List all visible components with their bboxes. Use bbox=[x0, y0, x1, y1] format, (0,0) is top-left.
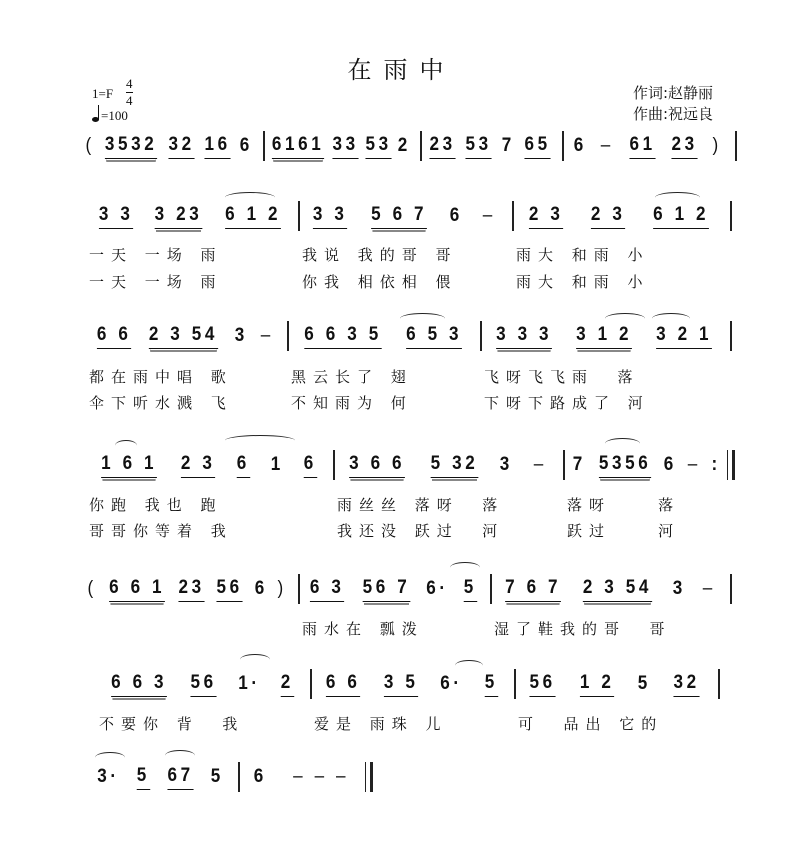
measure bbox=[82, 133, 257, 159]
lyric-line-2: 我还没 跃过 河 bbox=[337, 522, 505, 540]
note-group: 6 bbox=[304, 453, 317, 478]
note-group: 6 bbox=[237, 453, 250, 478]
note-group: 6 bbox=[663, 454, 678, 475]
measure bbox=[267, 133, 414, 159]
key-signature: 1=F bbox=[92, 86, 114, 101]
note-group: 7 bbox=[501, 135, 515, 156]
note-group: 5 bbox=[484, 672, 497, 697]
note-group: 3 2 1 bbox=[656, 324, 712, 349]
time-signature bbox=[126, 76, 133, 109]
note-group: 3 6 6 bbox=[350, 453, 406, 478]
measure bbox=[484, 323, 724, 349]
time-signature-top: 4 bbox=[126, 76, 133, 91]
measure bbox=[567, 452, 726, 478]
note-group: 65 bbox=[525, 134, 551, 159]
slur-mark bbox=[652, 313, 690, 324]
notation-symbol: – bbox=[533, 454, 547, 475]
barline bbox=[512, 201, 514, 231]
note-group: 3 bbox=[672, 578, 686, 599]
lyric-line-1: 爱是 雨珠 儿 bbox=[314, 715, 448, 733]
notation-symbol: ) bbox=[712, 135, 722, 156]
song-title: 在雨中 bbox=[347, 56, 456, 84]
barline bbox=[333, 450, 335, 480]
note-group: 32 bbox=[674, 672, 700, 697]
slur-mark bbox=[240, 654, 270, 665]
lyric-line-1: 湿了鞋我的哥 哥 bbox=[494, 620, 672, 638]
barline bbox=[718, 669, 720, 699]
note-group: 3 23 bbox=[155, 204, 203, 229]
lyric-line-2: 哥哥你等着 我 bbox=[89, 522, 233, 540]
measure bbox=[89, 203, 292, 229]
lyric-line-1: 不要你 背 我 bbox=[99, 715, 245, 733]
note-group: 3 bbox=[234, 325, 248, 346]
note-group: 7 bbox=[572, 454, 586, 475]
notation-symbol: – bbox=[702, 578, 716, 599]
lyric-line-1: 都在雨中唱 歌 bbox=[89, 368, 233, 386]
lyricist-credit: 作词:赵静丽 bbox=[633, 84, 714, 102]
note-group: 6 6 1 bbox=[109, 577, 165, 602]
barline bbox=[562, 131, 564, 161]
lyric-line-1: 雨水在 瓢泼 bbox=[302, 620, 424, 638]
note-group: 6 6 bbox=[97, 324, 132, 349]
note-group: 2 bbox=[398, 135, 412, 156]
note-group: 2 bbox=[281, 672, 294, 697]
note-group: 23 bbox=[179, 577, 205, 602]
note-group: 5 bbox=[210, 766, 224, 787]
barline bbox=[730, 574, 732, 604]
notation-symbol: ( bbox=[85, 135, 96, 156]
measure bbox=[566, 133, 729, 159]
note-group: 1 bbox=[270, 454, 284, 475]
measure bbox=[99, 671, 304, 697]
measure bbox=[302, 203, 506, 229]
barline bbox=[730, 201, 732, 231]
lyric-line-1: 落呀 落 bbox=[567, 496, 681, 514]
note-group: 56 bbox=[190, 672, 216, 697]
note-group: 6 5 3 bbox=[406, 324, 462, 349]
note-group: 23 bbox=[671, 134, 697, 159]
slur-mark bbox=[95, 752, 125, 763]
measure bbox=[424, 133, 556, 159]
note-group: 6 1 2 bbox=[225, 204, 281, 229]
lyric-line-2: 跃过 河 bbox=[567, 522, 681, 540]
measure bbox=[89, 764, 232, 790]
note-group: 3532 bbox=[105, 134, 157, 159]
note-group: 67 bbox=[167, 765, 193, 790]
measure bbox=[291, 323, 474, 349]
note-group: 6 bbox=[239, 135, 253, 156]
slur-mark bbox=[655, 192, 700, 203]
measure bbox=[242, 764, 364, 790]
measure bbox=[337, 452, 557, 478]
note-group: 2 3 bbox=[181, 453, 216, 478]
notation-symbol: ( bbox=[87, 578, 97, 599]
barline bbox=[480, 321, 482, 351]
slur-mark bbox=[455, 660, 483, 671]
barline bbox=[420, 131, 422, 161]
composer-credit: 作曲:祝远良 bbox=[633, 105, 714, 123]
note-group: 6 6 3 bbox=[111, 672, 167, 697]
barline bbox=[238, 762, 240, 792]
note-group: 6161 bbox=[272, 134, 324, 159]
slur-mark bbox=[400, 313, 445, 324]
note-group: 6 bbox=[449, 205, 463, 226]
note-group: 6 1 2 bbox=[653, 204, 709, 229]
measure bbox=[494, 576, 724, 602]
note-group: 3· bbox=[97, 766, 121, 787]
lyric-line-1: 雨大 和雨 小 bbox=[516, 246, 650, 264]
notation-symbol: – – – bbox=[293, 766, 350, 787]
note-group: 53 bbox=[366, 134, 392, 159]
lyric-line-2: 伞下听水溅 飞 bbox=[89, 394, 233, 412]
notation-symbol: ) bbox=[277, 578, 287, 599]
final-barline bbox=[732, 450, 735, 480]
lyric-line-2: 下呀下路成了 河 bbox=[484, 394, 650, 412]
note-group: 53 bbox=[466, 134, 492, 159]
note-group: 61 bbox=[629, 134, 655, 159]
slur-mark bbox=[605, 438, 640, 449]
note-group: 16 bbox=[205, 134, 231, 159]
quarter-note-icon bbox=[92, 117, 99, 122]
slur-mark bbox=[225, 435, 295, 446]
final-barline bbox=[370, 762, 373, 792]
measure bbox=[302, 576, 484, 602]
barline bbox=[563, 450, 565, 480]
note-group: 3 3 bbox=[99, 204, 134, 229]
note-group: 1 2 bbox=[580, 672, 615, 697]
tempo-marking bbox=[92, 108, 128, 124]
notation-symbol: – bbox=[261, 325, 275, 346]
measure bbox=[89, 452, 327, 478]
slur-mark bbox=[450, 562, 480, 573]
note-group: 3 3 3 bbox=[496, 324, 552, 349]
barline bbox=[735, 131, 737, 161]
note-group: 2 3 bbox=[529, 204, 564, 229]
barline bbox=[514, 669, 516, 699]
lyric-line-2: 一天 一场 雨 bbox=[89, 273, 223, 291]
notation-symbol: – bbox=[482, 205, 496, 226]
lyric-line-2: 不知雨为 何 bbox=[291, 394, 413, 412]
note-group: 5 bbox=[137, 765, 150, 790]
note-group: 2 3 54 bbox=[583, 577, 652, 602]
note-group: : bbox=[711, 454, 721, 475]
note-group: 56 bbox=[217, 577, 243, 602]
lyric-line-2: 雨大 和雨 小 bbox=[516, 273, 650, 291]
note-group: 6 6 3 5 bbox=[304, 324, 381, 349]
slur-mark bbox=[605, 313, 645, 324]
notation-symbol: – bbox=[600, 135, 614, 156]
time-signature-bottom: 4 bbox=[126, 93, 133, 108]
note-group: 6· bbox=[426, 578, 449, 599]
barline bbox=[287, 321, 289, 351]
barline bbox=[490, 574, 492, 604]
barline bbox=[730, 321, 732, 351]
note-group: 33 bbox=[333, 134, 359, 159]
note-group: 2 3 bbox=[591, 204, 626, 229]
measure bbox=[89, 323, 281, 349]
barline bbox=[263, 131, 265, 161]
slur-mark bbox=[225, 192, 275, 203]
lyric-line-1: 黑云长了 翅 bbox=[291, 368, 413, 386]
note-group: 1· bbox=[237, 673, 261, 694]
slur-mark bbox=[165, 750, 195, 761]
measure bbox=[518, 671, 712, 697]
lyric-line-1: 我说 我的哥 哥 bbox=[302, 246, 458, 264]
note-group: 5 bbox=[637, 673, 652, 694]
note-group: 5356 bbox=[598, 453, 650, 478]
note-group: 6 bbox=[254, 766, 268, 787]
measure bbox=[314, 671, 508, 697]
note-group: 56 7 bbox=[362, 577, 410, 602]
note-group: 5 32 bbox=[430, 453, 478, 478]
note-group: 2 3 54 bbox=[149, 324, 218, 349]
lyric-line-1: 飞呀飞飞雨 落 bbox=[484, 368, 640, 386]
lyric-line-1: 一天 一场 雨 bbox=[89, 246, 223, 264]
note-group: 6 3 bbox=[310, 577, 345, 602]
barline bbox=[298, 201, 300, 231]
lyric-line-1: 雨丝丝 落呀 落 bbox=[337, 496, 505, 514]
note-group: 56 bbox=[530, 672, 556, 697]
note-group: 6 bbox=[573, 135, 587, 156]
measure bbox=[82, 576, 292, 602]
note-group: 6 6 bbox=[326, 672, 361, 697]
note-group: 3 3 bbox=[313, 204, 348, 229]
note-group: 6· bbox=[440, 673, 464, 694]
lyric-line-2: 你我 相依相 偎 bbox=[302, 273, 458, 291]
tempo-value: =100 bbox=[101, 108, 128, 123]
lyric-line-1: 你跑 我也 跑 bbox=[89, 496, 223, 514]
note-group: 1 6 1 bbox=[101, 453, 157, 478]
note-group: 5 bbox=[464, 577, 477, 602]
note-group: 5 6 7 bbox=[371, 204, 427, 229]
note-group: 6 bbox=[254, 578, 268, 599]
note-group: 3 bbox=[500, 454, 514, 475]
slur-mark bbox=[115, 440, 137, 451]
note-group: 3 1 2 bbox=[576, 324, 632, 349]
note-group: 3 5 bbox=[383, 672, 418, 697]
barline bbox=[310, 669, 312, 699]
note-group: 23 bbox=[429, 134, 455, 159]
notation-symbol: – bbox=[687, 454, 701, 475]
barline bbox=[298, 574, 300, 604]
note-group: 32 bbox=[169, 134, 195, 159]
note-group: 7 6 7 bbox=[505, 577, 561, 602]
measure bbox=[516, 203, 724, 229]
lyric-line-1: 可 品出 它的 bbox=[518, 715, 664, 733]
